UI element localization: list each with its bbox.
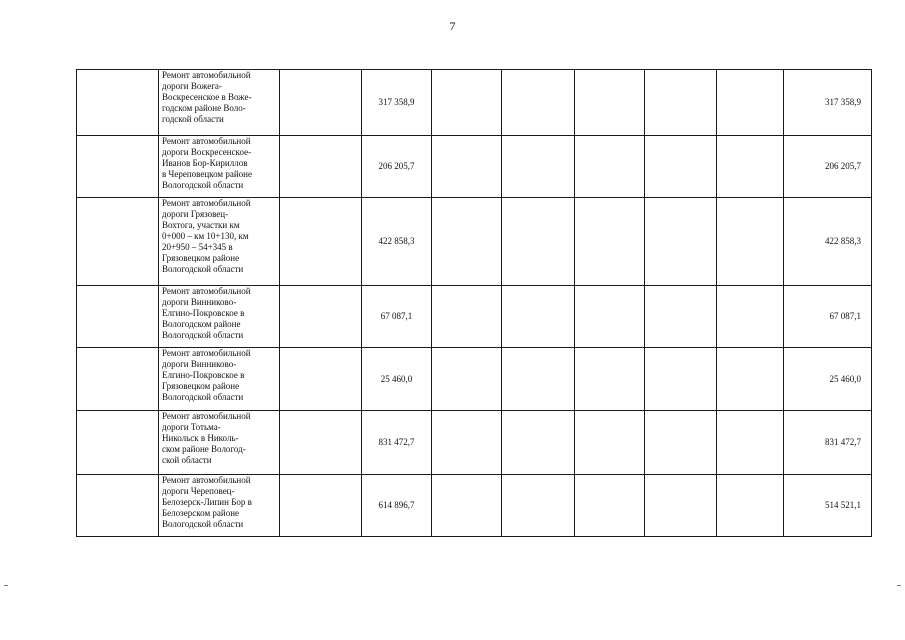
amount-cell: 614 896,7 bbox=[362, 475, 432, 537]
empty-cell bbox=[645, 348, 717, 411]
empty-cell bbox=[575, 198, 645, 286]
road-name-line: годском районе Воло- bbox=[162, 103, 246, 113]
total-cell: 317 358,9 bbox=[784, 70, 872, 136]
road-name-line: дороги Череповец- bbox=[162, 486, 235, 496]
road-name-line: Вологодском районе bbox=[162, 319, 241, 329]
table-row bbox=[77, 198, 872, 286]
road-name-line: Ремонт автомобильной bbox=[162, 348, 251, 358]
road-name-cell bbox=[159, 475, 280, 537]
empty-cell bbox=[432, 348, 502, 411]
road-name-line: дороги Тотьма- bbox=[162, 422, 221, 432]
road-name-line: ской области bbox=[162, 455, 212, 465]
empty-cell bbox=[502, 136, 575, 198]
road-name-line: в Череповецком районе bbox=[162, 169, 252, 179]
empty-cell bbox=[645, 286, 717, 348]
empty-cell bbox=[432, 411, 502, 475]
empty-cell bbox=[280, 411, 362, 475]
empty-cell bbox=[502, 475, 575, 537]
empty-cell bbox=[280, 136, 362, 198]
road-name-line: Ремонт автомобильной bbox=[162, 70, 251, 80]
total-cell: 206 205,7 bbox=[784, 136, 872, 198]
amount-cell: 206 205,7 bbox=[362, 136, 432, 198]
amount-cell: 67 087,1 bbox=[362, 286, 432, 348]
empty-cell bbox=[502, 70, 575, 136]
empty-cell bbox=[432, 198, 502, 286]
empty-cell bbox=[575, 475, 645, 537]
left-edge-mark bbox=[4, 585, 8, 586]
road-name-line: Вологодской области bbox=[162, 180, 244, 190]
empty-cell bbox=[77, 348, 159, 411]
road-name-line: Ремонт автомобильной bbox=[162, 286, 251, 296]
total-cell: 67 087,1 bbox=[784, 286, 872, 348]
amount-cell: 25 460,0 bbox=[362, 348, 432, 411]
empty-cell bbox=[280, 475, 362, 537]
empty-cell bbox=[645, 475, 717, 537]
road-name-line: Елгино-Покровское в bbox=[162, 370, 245, 380]
road-name-line: дороги Вожега- bbox=[162, 81, 222, 91]
road-name-cell bbox=[159, 286, 280, 348]
empty-cell bbox=[717, 136, 784, 198]
empty-cell bbox=[645, 70, 717, 136]
empty-cell bbox=[77, 136, 159, 198]
empty-cell bbox=[280, 348, 362, 411]
road-name-line: Ремонт автомобильной bbox=[162, 411, 251, 421]
page-number: 7 bbox=[449, 19, 456, 33]
road-name-line: Вологодской области bbox=[162, 264, 244, 274]
road-name-line: Вологодской области bbox=[162, 330, 244, 340]
road-name-line: Никольск в Николь- bbox=[162, 433, 239, 443]
empty-cell bbox=[645, 411, 717, 475]
table-row bbox=[77, 70, 872, 136]
road-name-line: дороги Винниково- bbox=[162, 359, 237, 369]
empty-cell bbox=[717, 286, 784, 348]
road-name-line: Вологодской области bbox=[162, 519, 244, 529]
road-name-line: Ремонт автомобильной bbox=[162, 198, 251, 208]
empty-cell bbox=[280, 70, 362, 136]
road-name-cell bbox=[159, 198, 280, 286]
table-row bbox=[77, 475, 872, 537]
empty-cell bbox=[502, 411, 575, 475]
empty-cell bbox=[432, 70, 502, 136]
empty-cell bbox=[502, 286, 575, 348]
empty-cell bbox=[717, 475, 784, 537]
empty-cell bbox=[575, 136, 645, 198]
empty-cell bbox=[77, 475, 159, 537]
empty-cell bbox=[717, 70, 784, 136]
empty-cell bbox=[717, 198, 784, 286]
empty-cell bbox=[575, 348, 645, 411]
road-name-line: Белозерском районе bbox=[162, 508, 240, 518]
road-name-line: дороги Воскресенское- bbox=[162, 147, 252, 157]
road-name-line: 0+000 – км 10+130, км bbox=[162, 231, 249, 241]
road-name-cell bbox=[159, 411, 280, 475]
total-cell: 514 521,1 bbox=[784, 475, 872, 537]
empty-cell bbox=[502, 348, 575, 411]
total-cell: 422 858,3 bbox=[784, 198, 872, 286]
road-name-line: Белозерск-Липин Бор в bbox=[162, 497, 252, 507]
empty-cell bbox=[77, 70, 159, 136]
road-name-line: дороги Грязовец- bbox=[162, 209, 229, 219]
road-name-line: Елгино-Покровское в bbox=[162, 308, 245, 318]
road-name-line: дороги Винниково- bbox=[162, 297, 237, 307]
empty-cell bbox=[717, 411, 784, 475]
empty-cell bbox=[432, 286, 502, 348]
road-name-cell bbox=[159, 70, 280, 136]
empty-cell bbox=[502, 198, 575, 286]
empty-cell bbox=[575, 286, 645, 348]
amount-cell: 317 358,9 bbox=[362, 70, 432, 136]
road-name-cell bbox=[159, 136, 280, 198]
road-name-line: ском районе Вологод- bbox=[162, 444, 246, 454]
table-row bbox=[77, 348, 872, 411]
empty-cell bbox=[575, 411, 645, 475]
road-name-line: годской области bbox=[162, 114, 224, 124]
empty-cell bbox=[575, 70, 645, 136]
amount-cell: 422 858,3 bbox=[362, 198, 432, 286]
road-repair-table bbox=[76, 69, 872, 537]
right-edge-mark bbox=[897, 585, 901, 586]
road-name-line: Ремонт автомобильной bbox=[162, 136, 251, 146]
amount-cell: 831 472,7 bbox=[362, 411, 432, 475]
empty-cell bbox=[77, 286, 159, 348]
total-cell: 831 472,7 bbox=[784, 411, 872, 475]
empty-cell bbox=[717, 348, 784, 411]
road-name-line: 20+950 – 54+345 в bbox=[162, 242, 233, 252]
road-name-line: Воскресенское в Вожe- bbox=[162, 92, 252, 102]
empty-cell bbox=[645, 198, 717, 286]
road-name-line: Иванов Бор-Кириллов bbox=[162, 158, 248, 168]
empty-cell bbox=[280, 286, 362, 348]
table-row bbox=[77, 136, 872, 198]
empty-cell bbox=[280, 198, 362, 286]
empty-cell bbox=[645, 136, 717, 198]
road-name-line: Вохтога, участки км bbox=[162, 220, 240, 230]
road-name-line: Вологодской области bbox=[162, 392, 244, 402]
table-row bbox=[77, 286, 872, 348]
road-name-line: Грязовецком районе bbox=[162, 253, 240, 263]
road-name-line: Грязовецком районе bbox=[162, 381, 240, 391]
road-name-line: Ремонт автомобильной bbox=[162, 475, 251, 485]
empty-cell bbox=[77, 198, 159, 286]
road-name-cell bbox=[159, 348, 280, 411]
empty-cell bbox=[432, 475, 502, 537]
table-row bbox=[77, 411, 872, 475]
empty-cell bbox=[77, 411, 159, 475]
total-cell: 25 460,0 bbox=[784, 348, 872, 411]
empty-cell bbox=[432, 136, 502, 198]
